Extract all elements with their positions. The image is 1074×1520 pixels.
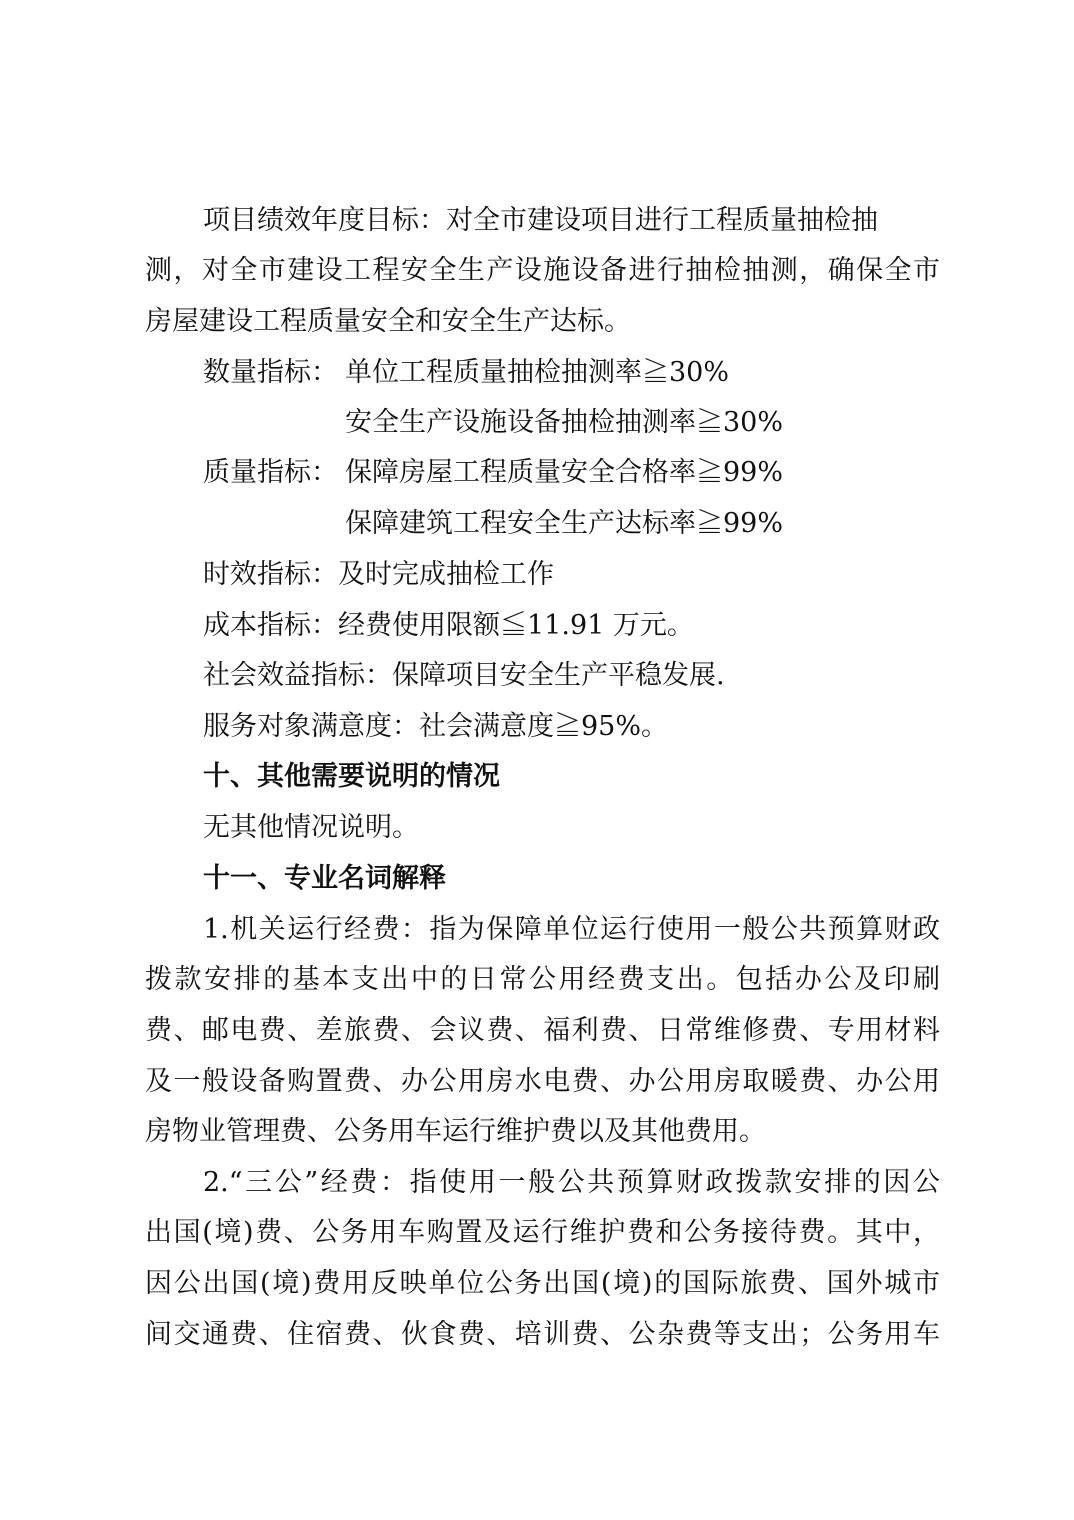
section-11-heading: 十一、专业名词解释: [203, 863, 446, 894]
term-2-line-3: 因公出国(境)费用反映单位公务出国(境)的国际旅费、国外城市: [145, 1268, 940, 1299]
term-2-line-4: 间交通费、住宿费、伙食费、培训费、公杂费等支出；公务用车: [145, 1319, 940, 1350]
term-1-line-4: 及一般设备购置费、办公用房水电费、办公用房取暖费、办公用: [145, 1066, 940, 1097]
section-10-text: 无其他情况说明。: [203, 812, 419, 843]
quality-indicator-label: 质量指标：: [203, 457, 338, 488]
social-benefit-indicator: 社会效益指标：保障项目安全生产平稳发展.: [203, 660, 725, 691]
term-1-line-2: 拨款安排的基本支出中的日常公用经费支出。包括办公及印刷: [145, 964, 940, 995]
goal-line-3: 房屋建设工程质量安全和安全生产达标。: [145, 306, 631, 337]
term-1-line-1: 1.机关运行经费：指为保障单位运行使用一般公共预算财政: [203, 914, 940, 945]
term-2-line-2: 出国(境)费、公务用车购置及运行维护费和公务接待费。其中，: [145, 1217, 940, 1248]
timeliness-indicator: 时效指标：及时完成抽检工作: [203, 559, 554, 590]
term-1-line-3: 费、邮电费、差旅费、会议费、福利费、日常维修费、专用材料: [145, 1015, 940, 1046]
quantity-indicator-2: 安全生产设施设备抽检抽测率≧30%: [345, 407, 784, 438]
quality-indicator-1: 保障房屋工程质量安全合格率≧99%: [345, 457, 784, 488]
cost-indicator: 成本指标：经费使用限额≦11.91 万元。: [203, 610, 694, 641]
goal-line-1: 项目绩效年度目标：对全市建设项目进行工程质量抽检抽: [203, 205, 878, 236]
quality-indicator-2: 保障建筑工程安全生产达标率≧99%: [345, 508, 784, 539]
goal-line-2: 测，对全市建设工程安全生产设施设备进行抽检抽测，确保全市: [145, 255, 940, 286]
quantity-indicator-1: 单位工程质量抽检抽测率≧30%: [345, 357, 730, 388]
quantity-indicator-label: 数量指标：: [203, 357, 338, 388]
term-1-line-5: 房物业管理费、公务用车运行维护费以及其他费用。: [145, 1116, 766, 1147]
satisfaction-indicator: 服务对象满意度：社会满意度≧95%。: [203, 711, 669, 742]
section-10-heading: 十、其他需要说明的情况: [203, 761, 500, 792]
term-2-line-1: 2.“三公”经费：指使用一般公共预算财政拨款安排的因公: [203, 1167, 940, 1198]
